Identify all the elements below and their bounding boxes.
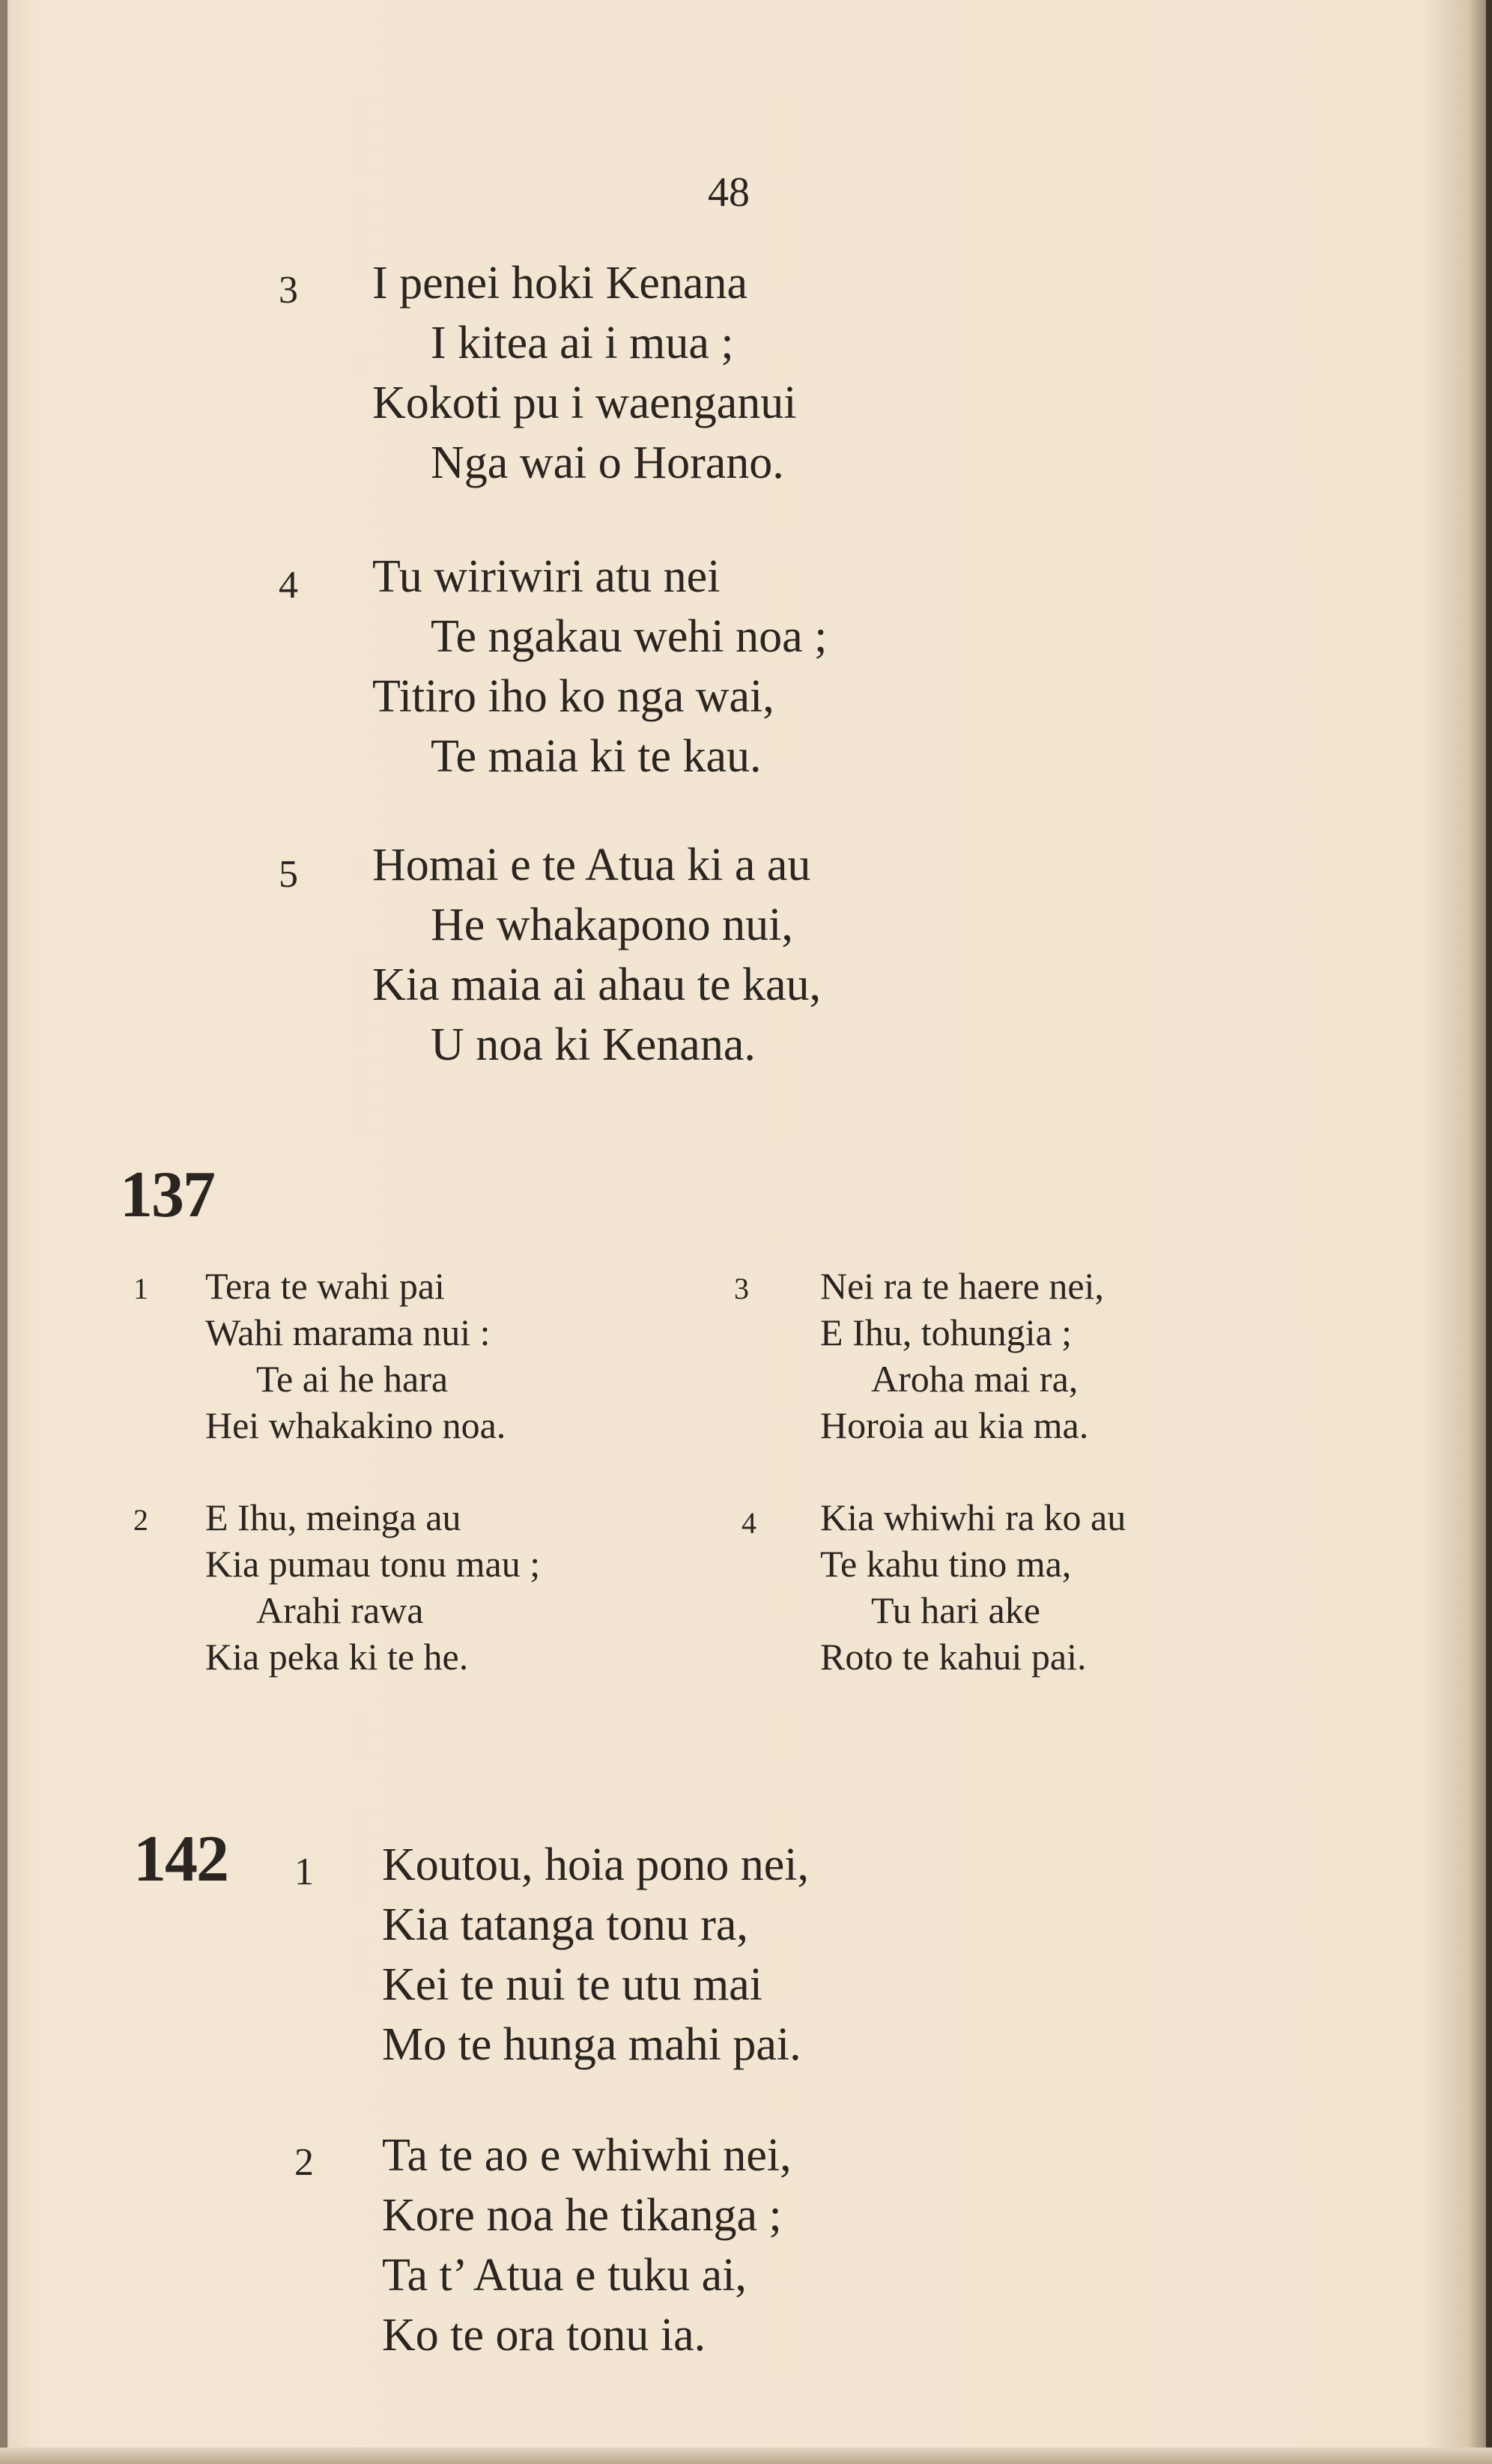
- verse-line: Ta te ao e whiwhi nei,: [382, 2130, 792, 2181]
- verse-number: 2: [133, 1503, 148, 1537]
- hymn-number: 142: [133, 1823, 228, 1896]
- verse-line: Kia whiwhi ra ko au: [820, 1496, 1126, 1538]
- page-number: 48: [708, 169, 750, 216]
- verse-line: Kia tatanga tonu ra,: [382, 1899, 748, 1950]
- verse-number: 3: [279, 269, 298, 312]
- page-left-edge: [0, 0, 7, 2464]
- verse-number: 1: [133, 1272, 148, 1305]
- verse: [205, 1263, 506, 1448]
- verse-line: Kokoti pu i waenganui: [372, 377, 797, 428]
- verse-line: Kei te nui te utu mai: [382, 1959, 762, 2010]
- verse-line: Hei whakakino noa.: [205, 1404, 506, 1446]
- verse-line: Roto te kahui pai.: [820, 1636, 1087, 1678]
- verse-number: 3: [734, 1272, 749, 1305]
- verse-line: I kitea ai i mua ;: [431, 318, 734, 368]
- verse-line: Kia peka ki te he.: [205, 1636, 469, 1678]
- verse-line: Ta t’ Atua e tuku ai,: [382, 2250, 747, 2301]
- verse-line: Mo te hunga mahi pai.: [382, 2019, 801, 2070]
- hymn-number: 137: [120, 1159, 214, 1231]
- verse-number: 4: [279, 564, 298, 607]
- verse-line: Tu hari ake: [871, 1589, 1040, 1631]
- verse: [205, 1494, 540, 1680]
- verse-line: Tera te wahi pai: [205, 1265, 445, 1307]
- verse-line: Kore noa he tikanga ;: [382, 2190, 782, 2241]
- verse: [372, 253, 797, 493]
- verse: [372, 835, 821, 1075]
- verse: [820, 1263, 1104, 1448]
- verse-line: Arahi rawa: [256, 1589, 424, 1631]
- verse-line: E Ihu, tohungia ;: [820, 1311, 1073, 1353]
- verse-line: Titiro iho ko nga wai,: [372, 671, 774, 722]
- verse-line: Nei ra te haere nei,: [820, 1265, 1104, 1307]
- verse: [382, 1835, 809, 2075]
- verse-line: I penei hoki Kenana: [372, 258, 747, 309]
- verse-line: Homai e te Atua ki a au: [372, 840, 811, 890]
- verse-line: Koutou, hoia pono nei,: [382, 1839, 809, 1890]
- verse-line: Tu wiriwiri atu nei: [372, 551, 721, 602]
- page-bottom-edge: [0, 2448, 1492, 2464]
- verse-line: Te ngakau wehi noa ;: [431, 611, 828, 662]
- verse-line: Aroha mai ra,: [871, 1358, 1079, 1400]
- verse-number: 1: [294, 1851, 314, 1893]
- verse: [372, 547, 827, 786]
- verse-line: Kia pumau tonu mau ;: [205, 1543, 541, 1585]
- verse-line: Wahi marama nui :: [205, 1311, 491, 1353]
- verse-line: Te kahu tino ma,: [820, 1543, 1072, 1585]
- verse-line: He whakapono nui,: [431, 899, 793, 950]
- verse: [820, 1494, 1126, 1680]
- verse-line: Te maia ki te kau.: [431, 731, 762, 782]
- verse-line: E Ihu, meinga au: [205, 1496, 461, 1538]
- verse-number: 4: [742, 1506, 756, 1540]
- verse-line: Nga wai o Horano.: [431, 437, 784, 488]
- verse-line: Ko te ora tonu ia.: [382, 2310, 706, 2361]
- verse-number: 2: [294, 2141, 314, 2184]
- verse-line: Horoia au kia ma.: [820, 1404, 1089, 1446]
- page-right-edge: [1486, 0, 1492, 2464]
- verse-line: U noa ki Kenana.: [431, 1019, 756, 1070]
- verse-line: Kia maia ai ahau te kau,: [372, 959, 822, 1010]
- verse-line: Te ai he hara: [256, 1358, 449, 1400]
- verse: [382, 2125, 792, 2365]
- verse-number: 5: [279, 853, 298, 896]
